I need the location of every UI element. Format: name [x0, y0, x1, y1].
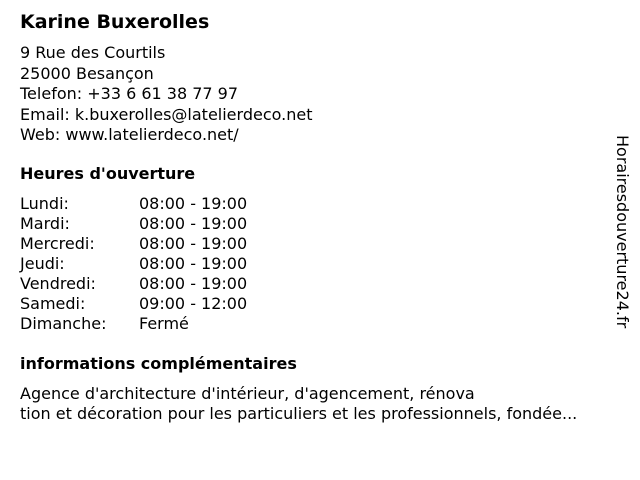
day-label: Samedi: — [20, 294, 86, 313]
phone-text: Telefon: +33 6 61 38 77 97 — [20, 84, 239, 103]
email-text: Email: k.buxerolles@latelierdeco.net — [20, 104, 313, 124]
day-label: Mardi: — [20, 214, 70, 233]
hours-row-sunday — [20, 314, 247, 334]
time-value: 08:00 - 19:00 — [139, 214, 248, 233]
hours-row-wednesday — [20, 234, 247, 254]
day-label: Dimanche: — [20, 314, 107, 333]
time-value: 08:00 - 19:00 — [139, 194, 248, 213]
contact-block — [20, 43, 312, 146]
day-label: Mercredi: — [20, 234, 95, 253]
time-value: 08:00 - 19:00 — [139, 274, 248, 293]
description-text — [20, 384, 626, 424]
website-text: Web: www.latelierdeco.net/ — [20, 125, 239, 144]
description-line: tion et décoration pour les particuliers et les professionnels, fondée... — [20, 404, 578, 423]
time-value: 08:00 - 19:00 — [139, 254, 248, 273]
time-value: 08:00 - 19:00 — [139, 234, 248, 253]
site-watermark: Horairesdouverture24.fr — [613, 135, 632, 329]
time-value: Fermé — [139, 314, 189, 333]
day-label: Vendredi: — [20, 274, 96, 293]
hours-row-saturday — [20, 294, 247, 314]
time-value: 09:00 - 12:00 — [139, 294, 248, 313]
opening-hours-heading: Heures d'ouverture — [20, 164, 196, 183]
business-name: Karine Buxerolles — [20, 11, 210, 33]
day-label: Jeudi: — [20, 254, 65, 273]
opening-hours-list — [20, 194, 247, 334]
hours-row-monday — [20, 194, 247, 214]
day-label: Lundi: — [20, 194, 69, 213]
hours-row-thursday — [20, 254, 247, 274]
address-city: 25000 Besançon — [20, 63, 154, 83]
additional-info-heading: informations complémentaires — [20, 354, 297, 373]
address-street: 9 Rue des Courtils — [20, 43, 166, 62]
description-line: Agence d'architecture d'intérieur, d'agencement, rénova — [20, 384, 475, 403]
hours-row-tuesday — [20, 214, 247, 234]
hours-row-friday — [20, 274, 247, 294]
